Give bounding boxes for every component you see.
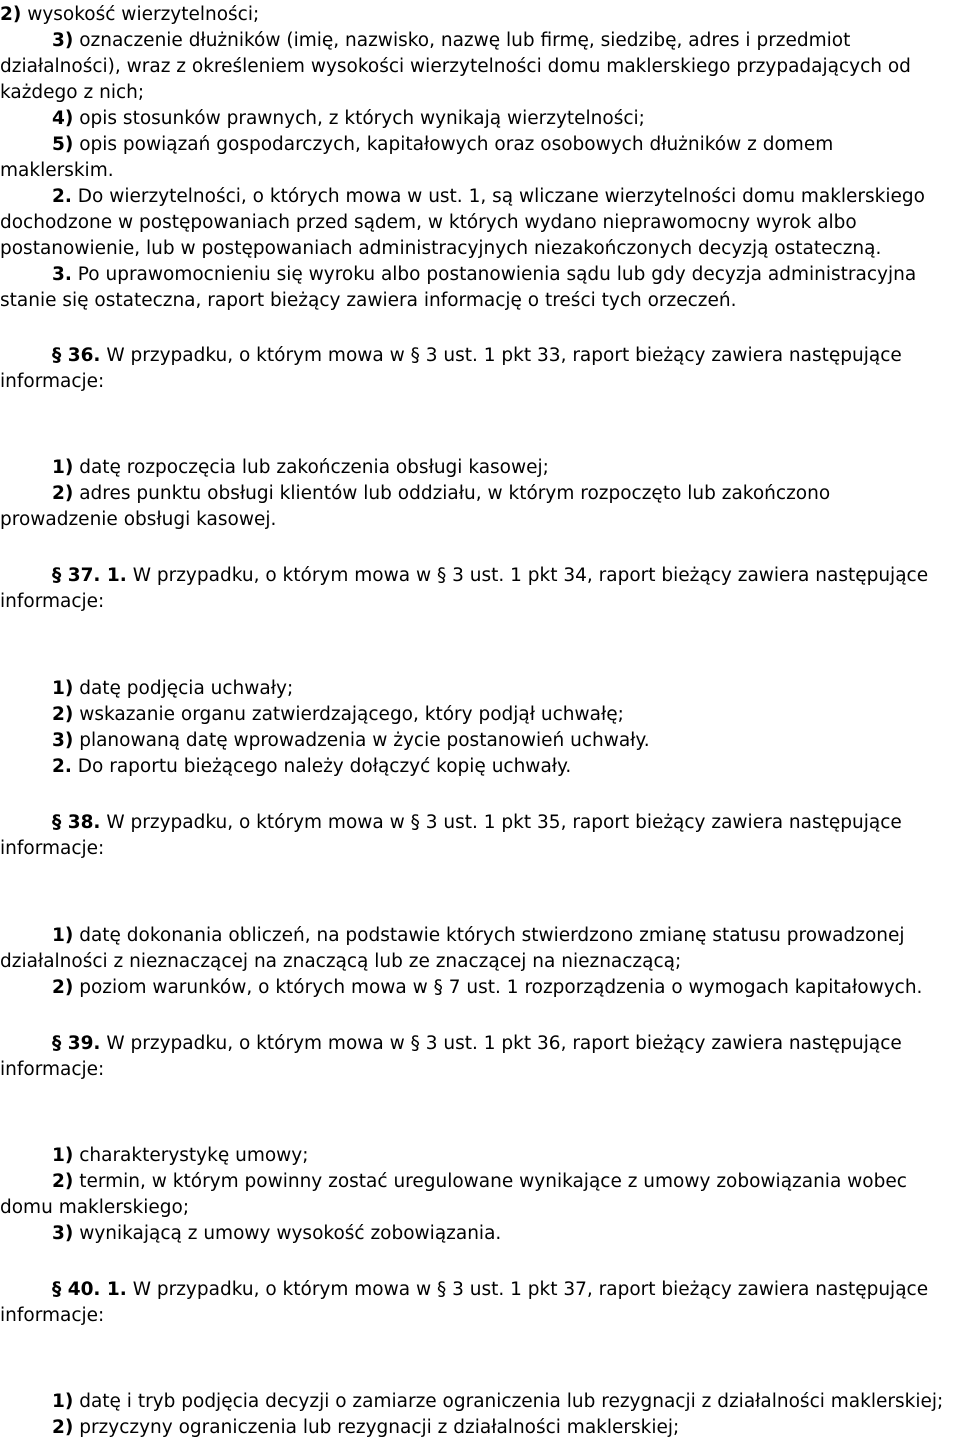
line-text: opis stosunków prawnych, z których wynikają wierzytelności; — [73, 108, 645, 129]
paragraph-number: § 36. — [52, 345, 101, 366]
paragraph-number: 1) — [52, 1391, 74, 1412]
line-text: W przypadku, o którym mowa w § 3 ust. 1 pkt 33, raport bieżący zawiera następujące — [100, 345, 902, 366]
line-text: wskazanie organu zatwierdzającego, który podjął uchwałę; — [73, 704, 624, 725]
line-text: wynikającą z umowy wysokość zobowiązania. — [73, 1223, 502, 1244]
line-text: stanie się ostateczna, raport bieżący zawiera informację o treści tych orzeczeń. — [0, 290, 737, 311]
text-line — [0, 1277, 960, 1303]
text-line — [0, 1169, 960, 1195]
line-text: datę dokonania obliczeń, na podstawie których stwierdzono zmianę statusu prowadzonej — [73, 925, 905, 946]
text-line — [0, 1221, 960, 1247]
paragraph-number: 3. — [52, 264, 72, 285]
line-text: informacje: — [0, 1059, 105, 1080]
paragraph-number: 2) — [52, 1417, 74, 1438]
line-text: charakterystykę umowy; — [73, 1145, 309, 1166]
line-text: Do raportu bieżącego należy dołączyć kopię uchwały. — [71, 756, 572, 777]
text-line — [0, 132, 960, 158]
text-line — [0, 158, 960, 184]
line-text: wysokość wierzytelności; — [21, 4, 260, 25]
paragraph-number: 1) — [52, 925, 74, 946]
line-text: informacje: — [0, 838, 105, 859]
paragraph-number: 3) — [52, 1223, 74, 1244]
line-text: datę podjęcia uchwały; — [73, 678, 294, 699]
paragraph-number: § 40. 1. — [52, 1279, 127, 1300]
text-line — [0, 54, 960, 80]
text-line — [0, 589, 960, 615]
line-text: informacje: — [0, 591, 105, 612]
line-text: Do wierzytelności, o których mowa w ust. 1, są wliczane wierzytelności domu maklerskiego — [71, 186, 925, 207]
paragraph-number: 2) — [52, 483, 74, 504]
line-text: domu maklerskiego; — [0, 1197, 190, 1218]
text-line — [0, 262, 960, 288]
line-text: oznaczenie dłużników (imię, nazwisko, nazwę lub firmę, siedzibę, adres i przedmiot — [73, 30, 851, 51]
text-line — [0, 481, 960, 507]
paragraph-number: 2) — [52, 704, 74, 725]
text-line — [0, 507, 960, 533]
paragraph-number: 2) — [0, 4, 22, 25]
text-line — [0, 754, 960, 780]
text-line — [0, 702, 960, 728]
text-line — [0, 1415, 960, 1441]
line-text: planowaną datę wprowadzenia w życie postanowień uchwały. — [73, 730, 650, 751]
line-text: działalności), wraz z określeniem wysokości wierzytelności domu maklerskiego przypadających od — [0, 56, 911, 77]
line-text: W przypadku, o którym mowa w § 3 ust. 1 pkt 34, raport bieżący zawiera następujące — [126, 565, 929, 586]
line-text: dochodzone w postępowaniach przed sądem, w których wydano nieprawomocny wyrok albo — [0, 212, 857, 233]
text-line — [0, 1057, 960, 1083]
line-text: maklerskim. — [0, 160, 114, 181]
text-line — [0, 1143, 960, 1169]
paragraph-number: § 37. 1. — [52, 565, 127, 586]
paragraph-number: 3) — [52, 730, 74, 751]
line-text: poziom warunków, o których mowa w § 7 ust. 1 rozporządzenia o wymogach kapitałowych. — [73, 977, 923, 998]
line-text: W przypadku, o którym mowa w § 3 ust. 1 pkt 36, raport bieżący zawiera następujące — [100, 1033, 902, 1054]
paragraph-number: 2) — [52, 1171, 74, 1192]
text-line — [0, 28, 960, 54]
text-line — [0, 343, 960, 369]
text-line — [0, 1031, 960, 1057]
paragraph-number: 2. — [52, 756, 72, 777]
text-line — [0, 455, 960, 481]
paragraph-number: 3) — [52, 30, 74, 51]
text-line — [0, 80, 960, 106]
text-line — [0, 1195, 960, 1221]
line-text: postanowienie, lub w postępowaniach administracyjnych niezakończonych decyzją ostateczną. — [0, 238, 882, 259]
text-line — [0, 810, 960, 836]
line-text: W przypadku, o którym mowa w § 3 ust. 1 pkt 37, raport bieżący zawiera następujące — [126, 1279, 929, 1300]
line-text: informacje: — [0, 371, 105, 392]
paragraph-number: 1) — [52, 457, 74, 478]
line-text: W przypadku, o którym mowa w § 3 ust. 1 pkt 35, raport bieżący zawiera następujące — [100, 812, 902, 833]
line-text: datę i tryb podjęcia decyzji o zamiarze ograniczenia lub rezygnacji z działalności maklerskiej; — [73, 1391, 944, 1412]
line-text: przyczyny ograniczenia lub rezygnacji z działalności maklerskiej; — [73, 1417, 680, 1438]
text-line — [0, 563, 960, 589]
line-text: adres punktu obsługi klientów lub oddziału, w którym rozpoczęto lub zakończono — [73, 483, 831, 504]
text-line — [0, 975, 960, 1001]
text-line — [0, 1389, 960, 1415]
text-line — [0, 676, 960, 702]
text-line — [0, 923, 960, 949]
paragraph-number: § 38. — [52, 812, 101, 833]
text-line — [0, 1303, 960, 1329]
text-line — [0, 2, 960, 28]
paragraph-number: 4) — [52, 108, 74, 129]
paragraph-number: § 39. — [52, 1033, 101, 1054]
text-line — [0, 184, 960, 210]
text-line — [0, 369, 960, 395]
line-text: termin, w którym powinny zostać uregulowane wynikające z umowy zobowiązania wobec — [73, 1171, 907, 1192]
text-line — [0, 836, 960, 862]
line-text: każdego z nich; — [0, 82, 145, 103]
paragraph-number: 5) — [52, 134, 74, 155]
text-line — [0, 210, 960, 236]
line-text: datę rozpoczęcia lub zakończenia obsługi kasowej; — [73, 457, 549, 478]
text-line — [0, 288, 960, 314]
line-text: opis powiązań gospodarczych, kapitałowych oraz osobowych dłużników z domem — [73, 134, 834, 155]
line-text: informacje: — [0, 1305, 105, 1326]
line-text: działalności z nieznaczącej na znaczącą lub ze znaczącej na nieznaczącą; — [0, 951, 682, 972]
line-text: prowadzenie obsługi kasowej. — [0, 509, 277, 530]
paragraph-number: 2. — [52, 186, 72, 207]
text-line — [0, 728, 960, 754]
text-line — [0, 949, 960, 975]
text-line — [0, 106, 960, 132]
paragraph-number: 2) — [52, 977, 74, 998]
paragraph-number: 1) — [52, 1145, 74, 1166]
text-line — [0, 236, 960, 262]
paragraph-number: 1) — [52, 678, 74, 699]
line-text: Po uprawomocnieniu się wyroku albo postanowienia sądu lub gdy decyzja administracyjna — [71, 264, 917, 285]
